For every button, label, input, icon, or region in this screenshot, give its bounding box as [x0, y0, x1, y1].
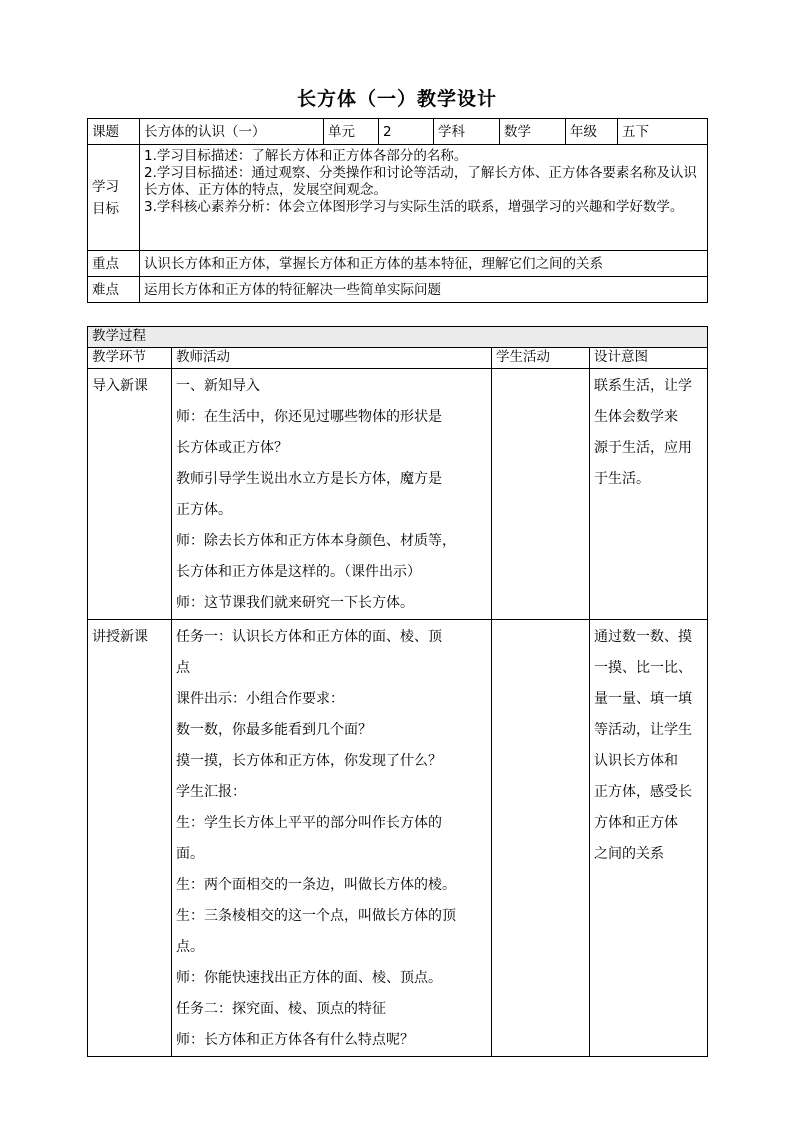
col-design: 设计意图 [590, 348, 708, 369]
lesson-info-table [87, 118, 708, 303]
design-line: 正方体，感受长 [594, 784, 692, 800]
teacher-line: 教师引导学生说出水立方是长方体，魔方是 [176, 471, 442, 487]
design-line: 生体会数学来 [594, 409, 678, 425]
subject-label: 学科 [434, 119, 500, 145]
design-line: 之间的关系 [594, 846, 664, 862]
unit-value: 2 [379, 119, 434, 145]
page-title: 长方体（一）教学设计 [296, 88, 497, 110]
grade-label: 年级 [566, 119, 618, 145]
teacher-line: 师：在生活中，你还见过哪些物体的形状是 [176, 409, 442, 425]
design-cell [590, 620, 708, 1057]
process-header: 教学过程 [88, 327, 708, 348]
teacher-line: 任务二：探究面、棱、顶点的特征 [176, 1001, 386, 1017]
key-value: 认识长方体和正方体，掌握长方体和正方体的基本特征，理解它们之间的关系 [140, 251, 708, 277]
col-student: 学生活动 [492, 348, 590, 369]
teacher-line: 长方体和正方体是这样的。（课件出示） [176, 564, 421, 580]
difficulty-value: 运用长方体和正方体的特征解决一些简单实际问题 [140, 277, 708, 303]
unit-label: 单元 [324, 119, 379, 145]
design-line: 于生活。 [594, 471, 650, 487]
grade-value: 五下 [618, 119, 708, 145]
teacher-cell [172, 620, 492, 1057]
design-line: 通过数一数、摸 [594, 629, 692, 645]
teacher-line: 正方体。 [176, 502, 232, 518]
teacher-line: 摸一摸，长方体和正方体，你发现了什么？ [176, 753, 442, 769]
table-row [88, 369, 708, 620]
teacher-line: 点。 [176, 939, 204, 955]
teacher-line: 生：学生长方体上平平的部分叫作长方体的 [176, 815, 442, 831]
teacher-cell [172, 369, 492, 620]
design-line: 等活动，让学生 [594, 722, 692, 738]
goal-item: 1.学习目标描述：了解长方体和正方体各部分的名称。 [144, 148, 468, 164]
teaching-process-table [87, 326, 708, 1057]
design-line: 源于生活，应用 [594, 440, 692, 456]
topic-label: 课题 [88, 119, 140, 145]
teacher-line: 一、新知导入 [176, 378, 260, 394]
design-line: 量一量、填一填 [594, 691, 692, 707]
goals-content [140, 145, 708, 251]
teacher-line: 生：两个面相交的一条边，叫做长方体的棱。 [176, 877, 456, 893]
teacher-line: 生：三条棱相交的这一个点，叫做长方体的顶 [176, 908, 456, 924]
goal-item: 3.学科核心素养分析：体会立体图形学习与实际生活的联系，增强学习的兴趣和学好数学。 [144, 199, 684, 215]
table-row [88, 620, 708, 1057]
key-label: 重点 [88, 251, 140, 277]
design-line: 认识长方体和 [594, 753, 678, 769]
design-line: 方体和正方体 [594, 815, 678, 831]
stage-cell: 讲授新课 [88, 620, 172, 1057]
teacher-line: 师：这节课我们就来研究一下长方体。 [176, 595, 414, 611]
teacher-line: 面。 [176, 846, 204, 862]
teacher-line: 师：除去长方体和正方体本身颜色、材质等， [176, 533, 456, 549]
teacher-line: 课件出示：小组合作要求： [176, 691, 344, 707]
student-cell [492, 369, 590, 620]
goal-item: 2.学习目标描述：通过观察、分类操作和讨论等活动，了解长方体、正方体各要素名称及认识长方体、正方体的特点，发展空间观念。 [144, 165, 697, 198]
design-line: 一摸、比一比、 [594, 660, 692, 676]
design-line: 联系生活，让学 [594, 378, 692, 394]
teacher-line: 长方体或正方体？ [176, 440, 288, 456]
design-cell [590, 369, 708, 620]
teacher-line: 学生汇报： [176, 784, 246, 800]
student-cell [492, 620, 590, 1057]
teacher-line: 点 [176, 660, 190, 676]
goals-label: 学习目标 [88, 145, 140, 251]
teacher-line: 数一数，你最多能看到几个面？ [176, 722, 372, 738]
topic-value: 长方体的认识（一） [140, 119, 324, 145]
teacher-line: 师：长方体和正方体各有什么特点呢？ [176, 1032, 414, 1048]
subject-value: 数学 [500, 119, 566, 145]
teacher-line: 任务一：认识长方体和正方体的面、棱、顶 [176, 629, 442, 645]
col-teacher: 教师活动 [172, 348, 492, 369]
stage-cell: 导入新课 [88, 369, 172, 620]
difficulty-label: 难点 [88, 277, 140, 303]
col-stage: 教学环节 [88, 348, 172, 369]
teacher-line: 师：你能快速找出正方体的面、棱、顶点。 [176, 970, 442, 986]
